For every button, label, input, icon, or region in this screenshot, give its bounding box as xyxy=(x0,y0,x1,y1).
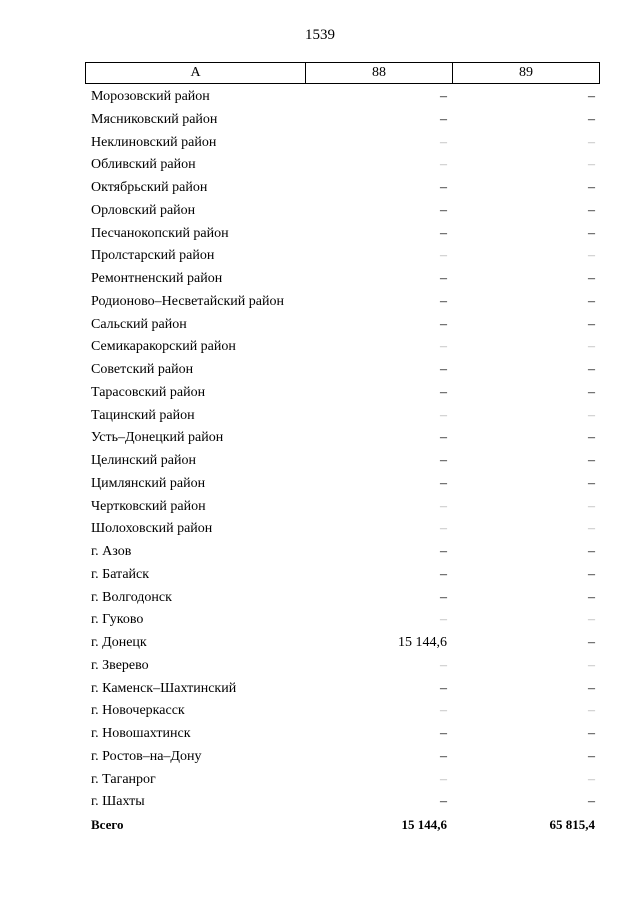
table-row xyxy=(0,564,640,587)
row-name: Мясниковский район xyxy=(91,111,218,127)
row-value-88: – xyxy=(440,225,447,241)
row-value-89: – xyxy=(588,521,595,537)
row-name: Цимлянский район xyxy=(91,475,206,491)
row-value-89: – xyxy=(588,293,595,309)
row-name: Морозовский район xyxy=(91,89,210,104)
table-header xyxy=(85,62,600,84)
row-value-88: – xyxy=(440,180,447,195)
row-value-88: – xyxy=(440,384,447,400)
row-name: Тацинский район xyxy=(91,407,195,423)
table-row xyxy=(0,154,640,177)
row-name: г. Таганрог xyxy=(91,771,156,787)
table-row xyxy=(0,382,640,405)
table-row xyxy=(0,473,640,496)
row-value-88: – xyxy=(440,157,447,173)
row-value-88: – xyxy=(440,248,447,264)
table-body xyxy=(0,86,640,837)
row-value-88: – xyxy=(440,202,447,218)
table-row xyxy=(0,314,640,337)
table-row xyxy=(0,427,640,450)
row-value-89: – xyxy=(588,544,595,559)
table-row xyxy=(0,496,640,519)
table-row xyxy=(0,291,640,314)
row-value-89: – xyxy=(588,635,595,650)
row-value-89: – xyxy=(588,794,595,810)
row-name: Целинский район xyxy=(91,453,196,468)
row-name: Пролстарский район xyxy=(91,248,215,264)
table-row xyxy=(0,700,640,723)
table-row xyxy=(0,655,640,678)
row-value-88: – xyxy=(440,475,447,491)
row-name: Сальский район xyxy=(91,316,187,332)
row-value-88: – xyxy=(440,680,447,696)
table-row xyxy=(0,518,640,541)
row-name: г. Каменск–Шахтинский xyxy=(91,680,237,696)
row-value-89: – xyxy=(588,202,595,218)
table-row xyxy=(0,268,640,291)
row-name: г. Гуково xyxy=(91,612,144,628)
row-value-88: – xyxy=(440,544,447,559)
row-value-89: – xyxy=(588,748,595,764)
row-value-89: – xyxy=(588,384,595,400)
row-name: Семикаракорский район xyxy=(91,339,236,355)
row-value-89: – xyxy=(588,612,595,628)
row-value-88: – xyxy=(440,771,447,787)
row-name: Обливский район xyxy=(91,157,196,173)
row-name: г. Шахты xyxy=(91,794,145,810)
row-name: Орловский район xyxy=(91,202,196,218)
row-value-89: – xyxy=(588,566,595,582)
row-name: Советский район xyxy=(91,362,194,377)
table-row xyxy=(0,336,640,359)
row-value-89: – xyxy=(588,316,595,332)
row-value-88: – xyxy=(440,271,447,286)
row-value-88: – xyxy=(440,589,447,605)
row-value-88: – xyxy=(440,612,447,628)
row-name: Чертковский район xyxy=(91,498,206,514)
table-row xyxy=(0,746,640,769)
table-row xyxy=(0,109,640,132)
header-col-88: 88 xyxy=(306,63,453,83)
total-value-88: 15 144,6 xyxy=(401,817,447,832)
page-number: 1539 xyxy=(305,27,335,43)
row-value-88: – xyxy=(440,339,447,355)
row-name: г. Новочеркасск xyxy=(91,703,185,719)
table-row xyxy=(0,587,640,610)
table-row xyxy=(0,405,640,428)
table-row xyxy=(0,245,640,268)
row-value-88: – xyxy=(440,134,447,150)
header-col-a: А xyxy=(86,63,306,83)
total-label: Всего xyxy=(91,817,124,832)
table-row xyxy=(0,632,640,655)
total-row xyxy=(0,814,640,837)
table-row xyxy=(0,177,640,200)
row-name: г. Батайск xyxy=(91,566,150,582)
row-value-89: – xyxy=(588,134,595,150)
row-value-88: – xyxy=(440,430,447,446)
row-value-89: – xyxy=(588,657,595,673)
row-name: г. Азов xyxy=(91,544,132,559)
row-name: Родионово–Несветайский район xyxy=(91,293,284,309)
row-name: г. Новошахтинск xyxy=(91,726,191,741)
row-value-89: – xyxy=(588,680,595,696)
row-value-88: – xyxy=(440,657,447,673)
row-name: Октябрьский район xyxy=(91,180,208,195)
row-value-89: – xyxy=(588,180,595,195)
row-value-88: – xyxy=(440,794,447,810)
table-row xyxy=(0,450,640,473)
row-value-89: – xyxy=(588,339,595,355)
row-name: Песчанокопский район xyxy=(91,225,229,241)
row-name: Усть–Донецкий район xyxy=(91,430,224,446)
row-value-88: – xyxy=(440,521,447,537)
row-name: г. Волгодонск xyxy=(91,589,172,605)
row-value-89: – xyxy=(588,589,595,605)
table-row xyxy=(0,200,640,223)
row-value-88: – xyxy=(440,566,447,582)
table-row xyxy=(0,678,640,701)
row-value-89: – xyxy=(588,430,595,446)
table-row xyxy=(0,769,640,792)
header-col-89: 89 xyxy=(519,65,533,80)
row-value-89: – xyxy=(588,726,595,741)
table-row xyxy=(0,223,640,246)
row-value-88: – xyxy=(440,362,447,377)
row-name: Ремонтненский район xyxy=(91,271,223,286)
row-value-88: 15 144,6 xyxy=(398,635,447,650)
table-row xyxy=(0,791,640,814)
table-row xyxy=(0,359,640,382)
row-value-88: – xyxy=(440,498,447,514)
row-value-89: – xyxy=(588,89,595,104)
table-row xyxy=(0,132,640,155)
row-value-88: – xyxy=(440,293,447,309)
row-name: г. Ростов–на–Дону xyxy=(91,748,202,764)
row-value-89: – xyxy=(588,157,595,173)
row-value-89: – xyxy=(588,771,595,787)
row-value-89: – xyxy=(588,453,595,468)
row-value-89: – xyxy=(588,703,595,719)
row-name: Неклиновский район xyxy=(91,134,217,150)
row-value-88: – xyxy=(440,111,447,127)
row-value-89: – xyxy=(588,111,595,127)
row-name: г. Донецк xyxy=(91,635,147,650)
row-value-88: – xyxy=(440,316,447,332)
row-name: Тарасовский район xyxy=(91,384,206,400)
table-row xyxy=(0,609,640,632)
row-value-89: – xyxy=(588,248,595,264)
row-value-88: – xyxy=(440,407,447,423)
row-value-88: – xyxy=(440,726,447,741)
total-value-89: 65 815,4 xyxy=(549,817,595,832)
row-value-89: – xyxy=(588,362,595,377)
row-value-88: – xyxy=(440,748,447,764)
row-value-88: – xyxy=(440,453,447,468)
row-value-89: – xyxy=(588,498,595,514)
row-name: г. Зверево xyxy=(91,657,149,673)
table-row xyxy=(0,723,640,746)
row-value-89: – xyxy=(588,271,595,286)
row-value-88: – xyxy=(440,703,447,719)
row-value-89: – xyxy=(588,225,595,241)
row-value-88: – xyxy=(440,89,447,104)
table-row xyxy=(0,541,640,564)
row-value-89: – xyxy=(588,475,595,491)
row-value-89: – xyxy=(588,407,595,423)
table-row xyxy=(0,86,640,109)
row-name: Шолоховский район xyxy=(91,521,213,537)
